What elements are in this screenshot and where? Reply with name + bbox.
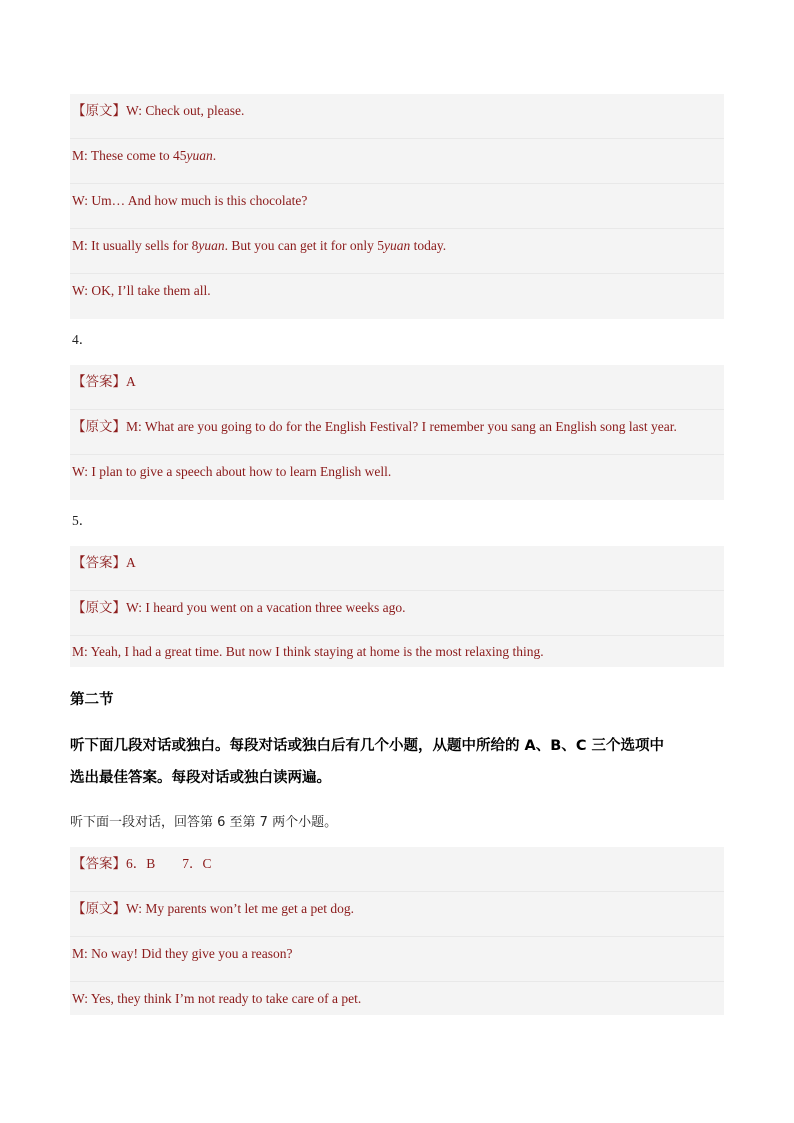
yuan-italic: yuan	[383, 238, 411, 253]
question-5-block	[70, 546, 724, 667]
answer-tag: 【答案】	[72, 374, 126, 389]
section-directions: 听下面几段对话或独白。每段对话或独白后有几个小题，从题中所给的 A、B、C 三个选项中	[70, 738, 665, 754]
dialogue-text: M: Yeah, I had a great time. But now I think staying at home is the most relaxing thing.	[72, 644, 544, 659]
original-text-tag: 【原文】	[72, 901, 126, 916]
dialogue-text: W: Check out, please.	[126, 103, 245, 118]
dialogue-text: W: I plan to give a speech about how to learn English well.	[72, 464, 392, 479]
original-text-tag: 【原文】	[72, 103, 126, 118]
question-4-block	[70, 365, 724, 500]
dialogue-text: M: These come to 45	[72, 148, 187, 163]
original-text-tag: 【原文】	[72, 600, 126, 615]
dialogue-instruction: 听下面一段对话，回答第 6 至第 7 两个小题。	[70, 815, 338, 830]
dialogue-text: W: Yes, they think I’m not ready to take care of a pet.	[72, 991, 362, 1006]
answer-value: A	[126, 555, 136, 570]
answer-tag: 【答案】	[72, 555, 126, 570]
section-directions: 选出最佳答案。每段对话或独白读两遍。	[70, 770, 331, 786]
dialogue-text: M: No way! Did they give you a reason?	[72, 946, 293, 961]
dialogue-text: W: OK, I’ll take them all.	[72, 283, 211, 298]
dialogue-text: today.	[410, 238, 447, 253]
dialogue-text: W: I heard you went on a vacation three weeks ago.	[126, 600, 406, 615]
dialogue-text: W: Um… And how much is this chocolate?	[72, 193, 308, 208]
original-text-tag: 【原文】	[72, 419, 126, 434]
question-number: 4．	[72, 332, 93, 347]
answer-value: 6．B 7．C	[126, 856, 212, 871]
transcript-block-3	[70, 94, 724, 319]
punctuation: .	[212, 148, 217, 163]
question-number: 5．	[72, 513, 93, 528]
answer-tag: 【答案】	[72, 856, 126, 871]
dialogue-text: M: What are you going to do for the English Festival? I remember you sang an English song last year.	[126, 419, 677, 434]
dialogue-text: M: It usually sells for 8	[72, 238, 199, 253]
dialogue-text: . But you can get it for only 5	[224, 238, 384, 253]
yuan-italic: yuan	[198, 238, 225, 253]
answer-value: A	[126, 374, 136, 389]
questions-6-7-block	[70, 847, 724, 1015]
yuan-italic: yuan	[186, 148, 213, 163]
section-title: 第二节	[70, 692, 114, 708]
dialogue-text: W: My parents won’t let me get a pet dog.	[126, 901, 354, 916]
